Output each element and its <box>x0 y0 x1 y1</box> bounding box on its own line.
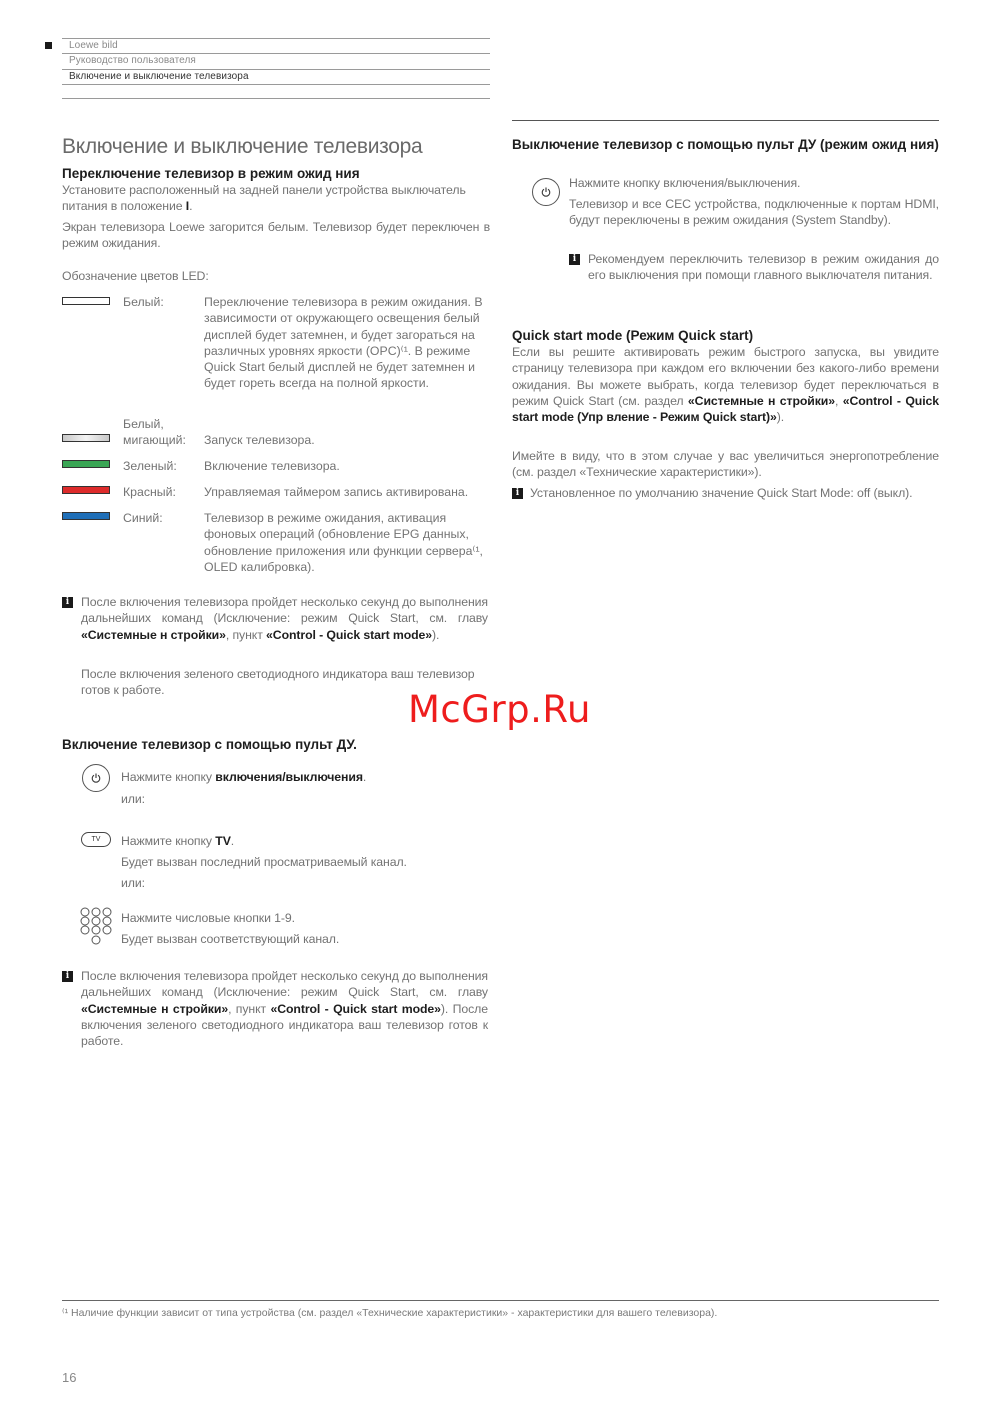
header-divider <box>62 69 490 70</box>
page-number: 16 <box>62 1370 77 1385</box>
info-icon: i <box>62 971 73 982</box>
led-red-desc: Управляемая таймером запись активирована. <box>204 485 469 499</box>
step-numbers-result: Будет вызван соответствующий канал. <box>121 932 340 946</box>
led-intro: Обозначение цветов LED: <box>62 269 209 283</box>
quick-start-text: Если вы решите активировать режим быстрого запуска, вы увидите страницу телевизора при каждом его включении без какого-либо времени ожидания. Вы можете выбрать, когда телевизор будет переключаться в режим Quick Start (см. раздел «Системные н стройки», «Control - Quick start mode (Упр вление - Режим Quick start)»). <box>512 345 939 425</box>
page-title: Включение и выключение телевизора <box>62 135 423 158</box>
led-white-swatch <box>62 297 110 305</box>
led-blue-desc: Телевизор в режиме ожидания, активация фоновых операций (обновление EPG данных, обновление приложения или функции сервера⁽¹, OLED калибровка). <box>204 511 483 574</box>
led-white-blink-name: Белый, мигающий: <box>123 417 186 448</box>
info-icon: i <box>512 488 523 499</box>
header-brand: Loewe bild <box>69 40 118 51</box>
header-marker <box>45 42 52 49</box>
startup-note-ready: После включения зеленого светодиодного индикатора ваш телевизор готов к работе. <box>81 667 475 698</box>
header-divider <box>62 38 490 39</box>
led-white-desc: Переключение телевизора в режим ожидания. В зависимости от окружающего освещения белый дисплей будет затемнен, и будет загораться на различных уровнях яркости (OPC)⁽¹. В режиме Quick Start белый дисплей не будет затемнен и будет гореть всегда на полной яркости. <box>204 295 483 391</box>
step-off-result: Телевизор и все CEC устройства, подключенные к портам HDMI, будут переключены в режим ожидания (System Standby). <box>569 197 939 228</box>
footnote: ⁽¹ Наличие функции зависит от типа устройства (см. раздел «Технические характеристики» - характеристики для вашего телевизора). <box>62 1307 718 1319</box>
watermark: McGrp.Ru <box>408 688 591 731</box>
info-icon: i <box>569 254 580 265</box>
energy-note: Имейте в виду, что в этом случае у вас увеличиться энергопотребление (см. раздел «Технические характеристики»). <box>512 449 939 480</box>
power-switch-text: Установите расположенный на задней панели устройства выключатель питания в положение I. <box>62 183 466 214</box>
remote-off-heading: Выключение телевизор с помощью пульт ДУ (режим ожид ния) <box>512 137 939 152</box>
led-blue-swatch <box>62 512 110 520</box>
column-rule <box>512 120 939 121</box>
step-power: Нажмите кнопку включения/выключения. <box>121 770 367 784</box>
remote-on-heading: Включение телевизор с помощью пульт ДУ. <box>62 737 357 752</box>
led-blue-name: Синий: <box>123 511 163 525</box>
header-manual: Руководство пользователя <box>69 55 196 66</box>
step-tv: Нажмите кнопку TV. <box>121 834 235 848</box>
led-green-desc: Включение телевизора. <box>204 459 340 473</box>
header-divider <box>62 53 490 54</box>
screen-white-text: Экран телевизора Loewe загорится белым. Телевизор будет переключен в режим ожидания. <box>62 220 490 251</box>
startup-note: После включения телевизора пройдет несколько секунд до выполнения дальнейших команд (Исключение: режим Quick Start, см. главу «Системные н стройки», пункт «Control - Quick start mode»). <box>81 595 488 642</box>
quick-start-default-note: Установленное по умолчанию значение Quick Start Mode: off (выкл). <box>530 486 913 500</box>
or-text: или: <box>121 792 145 806</box>
or-text: или: <box>121 876 145 890</box>
step-numbers: Нажмите числовые кнопки 1-9. <box>121 911 295 925</box>
led-green-name: Зеленый: <box>123 459 177 473</box>
standby-heading: Переключение телевизор в режим ожид ния <box>62 166 360 181</box>
step-tv-result: Будет вызван последний просматриваемый канал. <box>121 855 407 869</box>
power-button-icon <box>82 764 110 792</box>
tv-button-icon: TV <box>81 832 111 847</box>
led-red-swatch <box>62 486 110 494</box>
led-red-name: Красный: <box>123 485 176 499</box>
quick-start-heading: Quick start mode (Режим Quick start) <box>512 328 754 343</box>
led-white-blink-desc: Запуск телевизора. <box>204 433 315 447</box>
header-divider <box>62 98 490 99</box>
header-chapter: Включение и выключение телевизора <box>69 71 249 82</box>
led-white-blink-swatch <box>62 434 110 442</box>
step-off-power: Нажмите кнопку включения/выключения. <box>569 176 801 190</box>
startup-note-2: После включения телевизора пройдет несколько секунд до выполнения дальнейших команд (Исключение: режим Quick Start, см. главу «Системные н стройки», пункт «Control - Quick start mode»). После включения зеленого светодиодного индикатора ваш телевизор готов к работе. <box>81 969 488 1049</box>
info-icon: i <box>62 597 73 608</box>
led-white-name: Белый: <box>123 295 164 309</box>
led-green-swatch <box>62 460 110 468</box>
header-divider <box>62 84 490 85</box>
standby-recommendation: Рекомендуем переключить телевизор в режим ожидания до его выключения при помощи главного выключателя питания. <box>588 252 939 283</box>
footnote-divider <box>62 1300 939 1301</box>
number-keys-icon <box>80 907 112 952</box>
power-button-icon <box>532 178 560 206</box>
